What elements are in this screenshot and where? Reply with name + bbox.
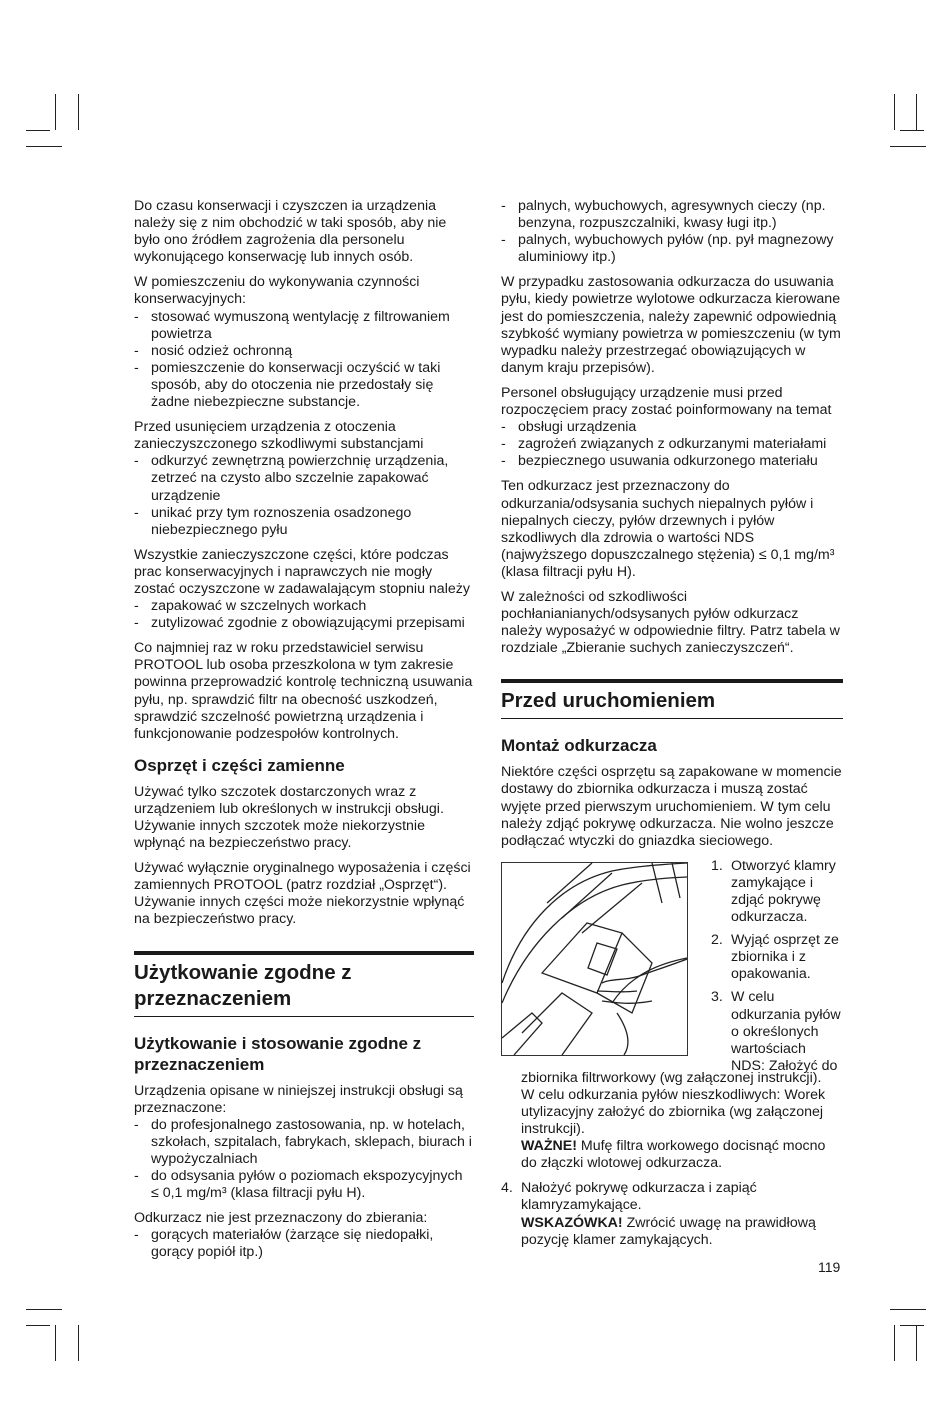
step-number: 4.: [501, 1180, 513, 1197]
list-item: - unikać przy tym roznoszenia osadzonego niebezpiecznego pyłu: [134, 505, 474, 539]
paragraph: Odkurzacz nie jest przeznaczony do zbierania:: [134, 1210, 428, 1227]
crop-mark: [55, 94, 56, 130]
crop-mark: [55, 1325, 56, 1361]
crop-mark: [916, 94, 917, 130]
list-item: - do odsysania pyłów o poziomach ekspozycyjnych ≤ 0,1 mg/m³ (klasa filtracji pyłu H).: [134, 1168, 474, 1202]
crop-mark: [26, 1309, 62, 1310]
step-number: 2.: [711, 932, 723, 949]
step-text: Nałożyć pokrywę odkurzacza i zapiąć klamryzamykające.: [521, 1180, 757, 1214]
subheading-assembly: Montaż odkurzacza: [501, 736, 657, 756]
step-text: zbiornika filtrworkowy (wg załączonej instrukcji).: [521, 1069, 822, 1086]
section-title-intended-use: Użytkowanie zgodne z przeznaczeniem: [134, 960, 352, 1010]
step-number: 1.: [711, 857, 723, 874]
list-item: - bezpiecznego usuwania odkurzonego materiału: [501, 453, 843, 470]
left-column: [134, 198, 474, 1270]
warning-note: [521, 1138, 843, 1172]
list-item: - obsługi urządzenia: [501, 419, 843, 436]
crop-mark: [890, 146, 926, 147]
step-3-continuation: [501, 1070, 843, 1173]
section-header: [501, 679, 843, 719]
section-header: [134, 951, 474, 1017]
crop-mark: [78, 94, 79, 130]
step-text: Otworzyć klamry zamykające i zdjąć pokrywę odkurzacza.: [731, 857, 836, 926]
page-number: 119: [818, 1259, 841, 1275]
list-item: - nosić odzież ochronną: [134, 343, 474, 360]
list-item: - pomieszczenie do konserwacji oczyścić w taki sposób, aby do otoczenia nie przedostały się żadne niebezpieczne substancje.: [134, 360, 474, 411]
paragraph: Co najmniej raz w roku przedstawiciel serwisu PROTOOL lub osoba przeszkolona w tym zakresie powinna przeprowadzić kontrolę techniczną usuwania pyłu, np. sprawdzić filtr na obecność uszkodzeń, sprawdzić szczelność powietrzną urządzenia i funkcjonowanie podzespołów kontrolnych.: [134, 640, 473, 742]
paragraph: W pomieszczeniu do wykonywania czynności konserwacyjnych:: [134, 274, 420, 308]
crop-mark: [894, 1325, 895, 1361]
step-item: [711, 989, 843, 1074]
paragraph: Używać wyłącznie oryginalnego wyposażenia i części zamiennych PROTOOL (patrz rozdział „Osprzęt“). Używanie innych części może niekorzystnie wpłynąć na bezpieczeństwo pracy.: [134, 860, 471, 928]
paragraph: Do czasu konserwacji i czyszczen ia urządzenia należy się z nim obchodzić w taki sposób, aby nie było ono źródłem zagrożenia dla personelu wykonującego konserwację lub innych osób.: [134, 198, 447, 266]
list-item: - palnych, wybuchowych pyłów (np. pył magnezowy aluminiowy itp.): [501, 232, 843, 266]
step-text: Wyjąć osprzęt ze zbiornika i z opakowania.: [731, 932, 839, 983]
vacuum-lid-illustration: [501, 862, 688, 1056]
assembly-steps: [711, 858, 843, 1075]
bullet-list: [501, 419, 843, 470]
tip-note: [521, 1215, 843, 1249]
step-text: W celu odkurzania pyłów o określonych wartościach NDS: Założyć do: [731, 989, 841, 1074]
paragraph: Używać tylko szczotek dostarczonych wraz z urządzeniem lub określonych w instrukcji obsługi. Używanie innych szczotek może niekorzystnie wpłynąć na bezpieczeństwo pracy.: [134, 783, 444, 852]
crop-mark: [26, 130, 50, 131]
paragraph: Personel obsługujący urządzenie musi przed rozpoczęciem pracy zostać poinformowany na temat: [501, 384, 832, 419]
paragraph: W zależności od szkodliwości pochłanianianych/odsysanych pyłów odkurzacz należy wyposażyć w odpowiednie filtry. Patrz tabela w rozdziale „Zbieranie suchych zanieczyszczeń“.: [501, 588, 840, 657]
list-item: - palnych, wybuchowych, agresywnych cieczy (np. benzyna, rozpuszczalniki, kwasy ługi itp.): [501, 198, 843, 232]
list-item: - gorących materiałów (żarzące się niedopałki, gorący popiół itp.): [134, 1227, 474, 1261]
subheading-accessories: Osprzęt i części zamienne: [134, 755, 345, 775]
list-item: - zapakować w szczelnych workach: [134, 598, 474, 615]
step-item: [501, 1180, 843, 1248]
warning-label: WAŻNE!: [521, 1138, 577, 1155]
subheading-use: Użytkowanie i stosowanie zgodne z przeznaczeniem: [134, 1033, 422, 1074]
crop-mark: [78, 1325, 79, 1361]
list-item: - zutylizować zgodnie z obowiązującymi przepisami: [134, 615, 474, 632]
crop-mark: [894, 94, 895, 130]
list-item: - odkurzyć zewnętrzną powierzchnię urządzenia, zetrzeć na czysto albo szczelnie zapakować urządzenie: [134, 453, 474, 504]
crop-mark: [900, 130, 924, 131]
paragraph: Urządzenia opisane w niniejszej instrukcji obsługi są przeznaczone:: [134, 1082, 463, 1116]
step-item: [711, 932, 843, 983]
bullet-list: [501, 198, 843, 266]
bullet-list: [134, 1227, 474, 1261]
crop-mark: [900, 1325, 924, 1326]
step-number: 3.: [711, 989, 723, 1006]
tip-text: Zwrócić uwagę na prawidłową pozycję klamer zamykających.: [521, 1214, 816, 1248]
paragraph: Ten odkurzacz jest przeznaczony do odkurzania/odsysania suchych niepalnych pyłów i niepalnych cieczy, pyłów drzewnych i pyłów szkodliwych dla zdrowia o wartości NDS (najwyższego dopuszczalnego stężenia) ≤ 0,1 mg/m³ (klasa filtracji pyłu H).: [501, 478, 835, 580]
tip-label: WSKAZÓWKA!: [521, 1214, 623, 1231]
right-column: [501, 198, 843, 1249]
list-item: - stosować wymuszoną wentylację z filtrowaniem powietrza: [134, 309, 474, 343]
paragraph: W przypadku zastosowania odkurzacza do usuwania pyłu, kiedy powietrze wylotowe odkurzacza kierowane jest do pomieszczenia, należy zapewnić odpowiednią szybkość wymiany powietrza w pomieszczeniu (w tym wypadku należy przestrzegać obowiązujących w danym kraju przepisów).: [501, 274, 841, 376]
paragraph: Wszystkie zanieczyszczone części, które podczas prac konserwacyjnych i naprawczych nie mogły zostać oczyszczone w zadawalającym stopniu należy: [134, 546, 470, 597]
step-text: W celu odkurzania pyłów nieszkodliwych: Worek utylizacyjny założyć do zbiornika (wg załączonej instrukcji).: [521, 1086, 826, 1138]
illustration-with-steps: [501, 857, 843, 1074]
bullet-list: [134, 1117, 474, 1202]
step-item: [711, 858, 843, 926]
bullet-list: [134, 598, 474, 632]
bullet-list: [134, 453, 474, 538]
crop-mark: [26, 1325, 50, 1326]
list-item: - zagrożeń związanych z odkurzanymi materiałami: [501, 436, 843, 453]
paragraph: Niektóre części osprzętu są zapakowane w momencie dostawy do zbiornika odkurzacza i muszą zostać wyjęte przed pierwszym uruchomieniem. W tym celu należy zdjąć pokrywę odkurzacza. Nie wolno jeszcze podłączać wtyczki do gniazdka sieciowego.: [501, 764, 842, 849]
section-title-before-start: Przed uruchomieniem: [501, 689, 716, 713]
crop-mark: [916, 1325, 917, 1361]
crop-mark: [890, 1309, 926, 1310]
warning-text: Mufę filtra workowego docisnąć mocno do złączki wlotowej odkurzacza.: [521, 1138, 826, 1172]
list-item: - do profesjonalnego zastosowania, np. w hotelach, szkołach, szpitalach, fabrykach, sklepach, biurach i wypożyczalniach: [134, 1117, 474, 1168]
paragraph: Przed usunięciem urządzenia z otoczenia zanieczyszczonego szkodliwymi substancjami: [134, 419, 424, 453]
crop-mark: [26, 146, 62, 147]
bullet-list: [134, 309, 474, 412]
